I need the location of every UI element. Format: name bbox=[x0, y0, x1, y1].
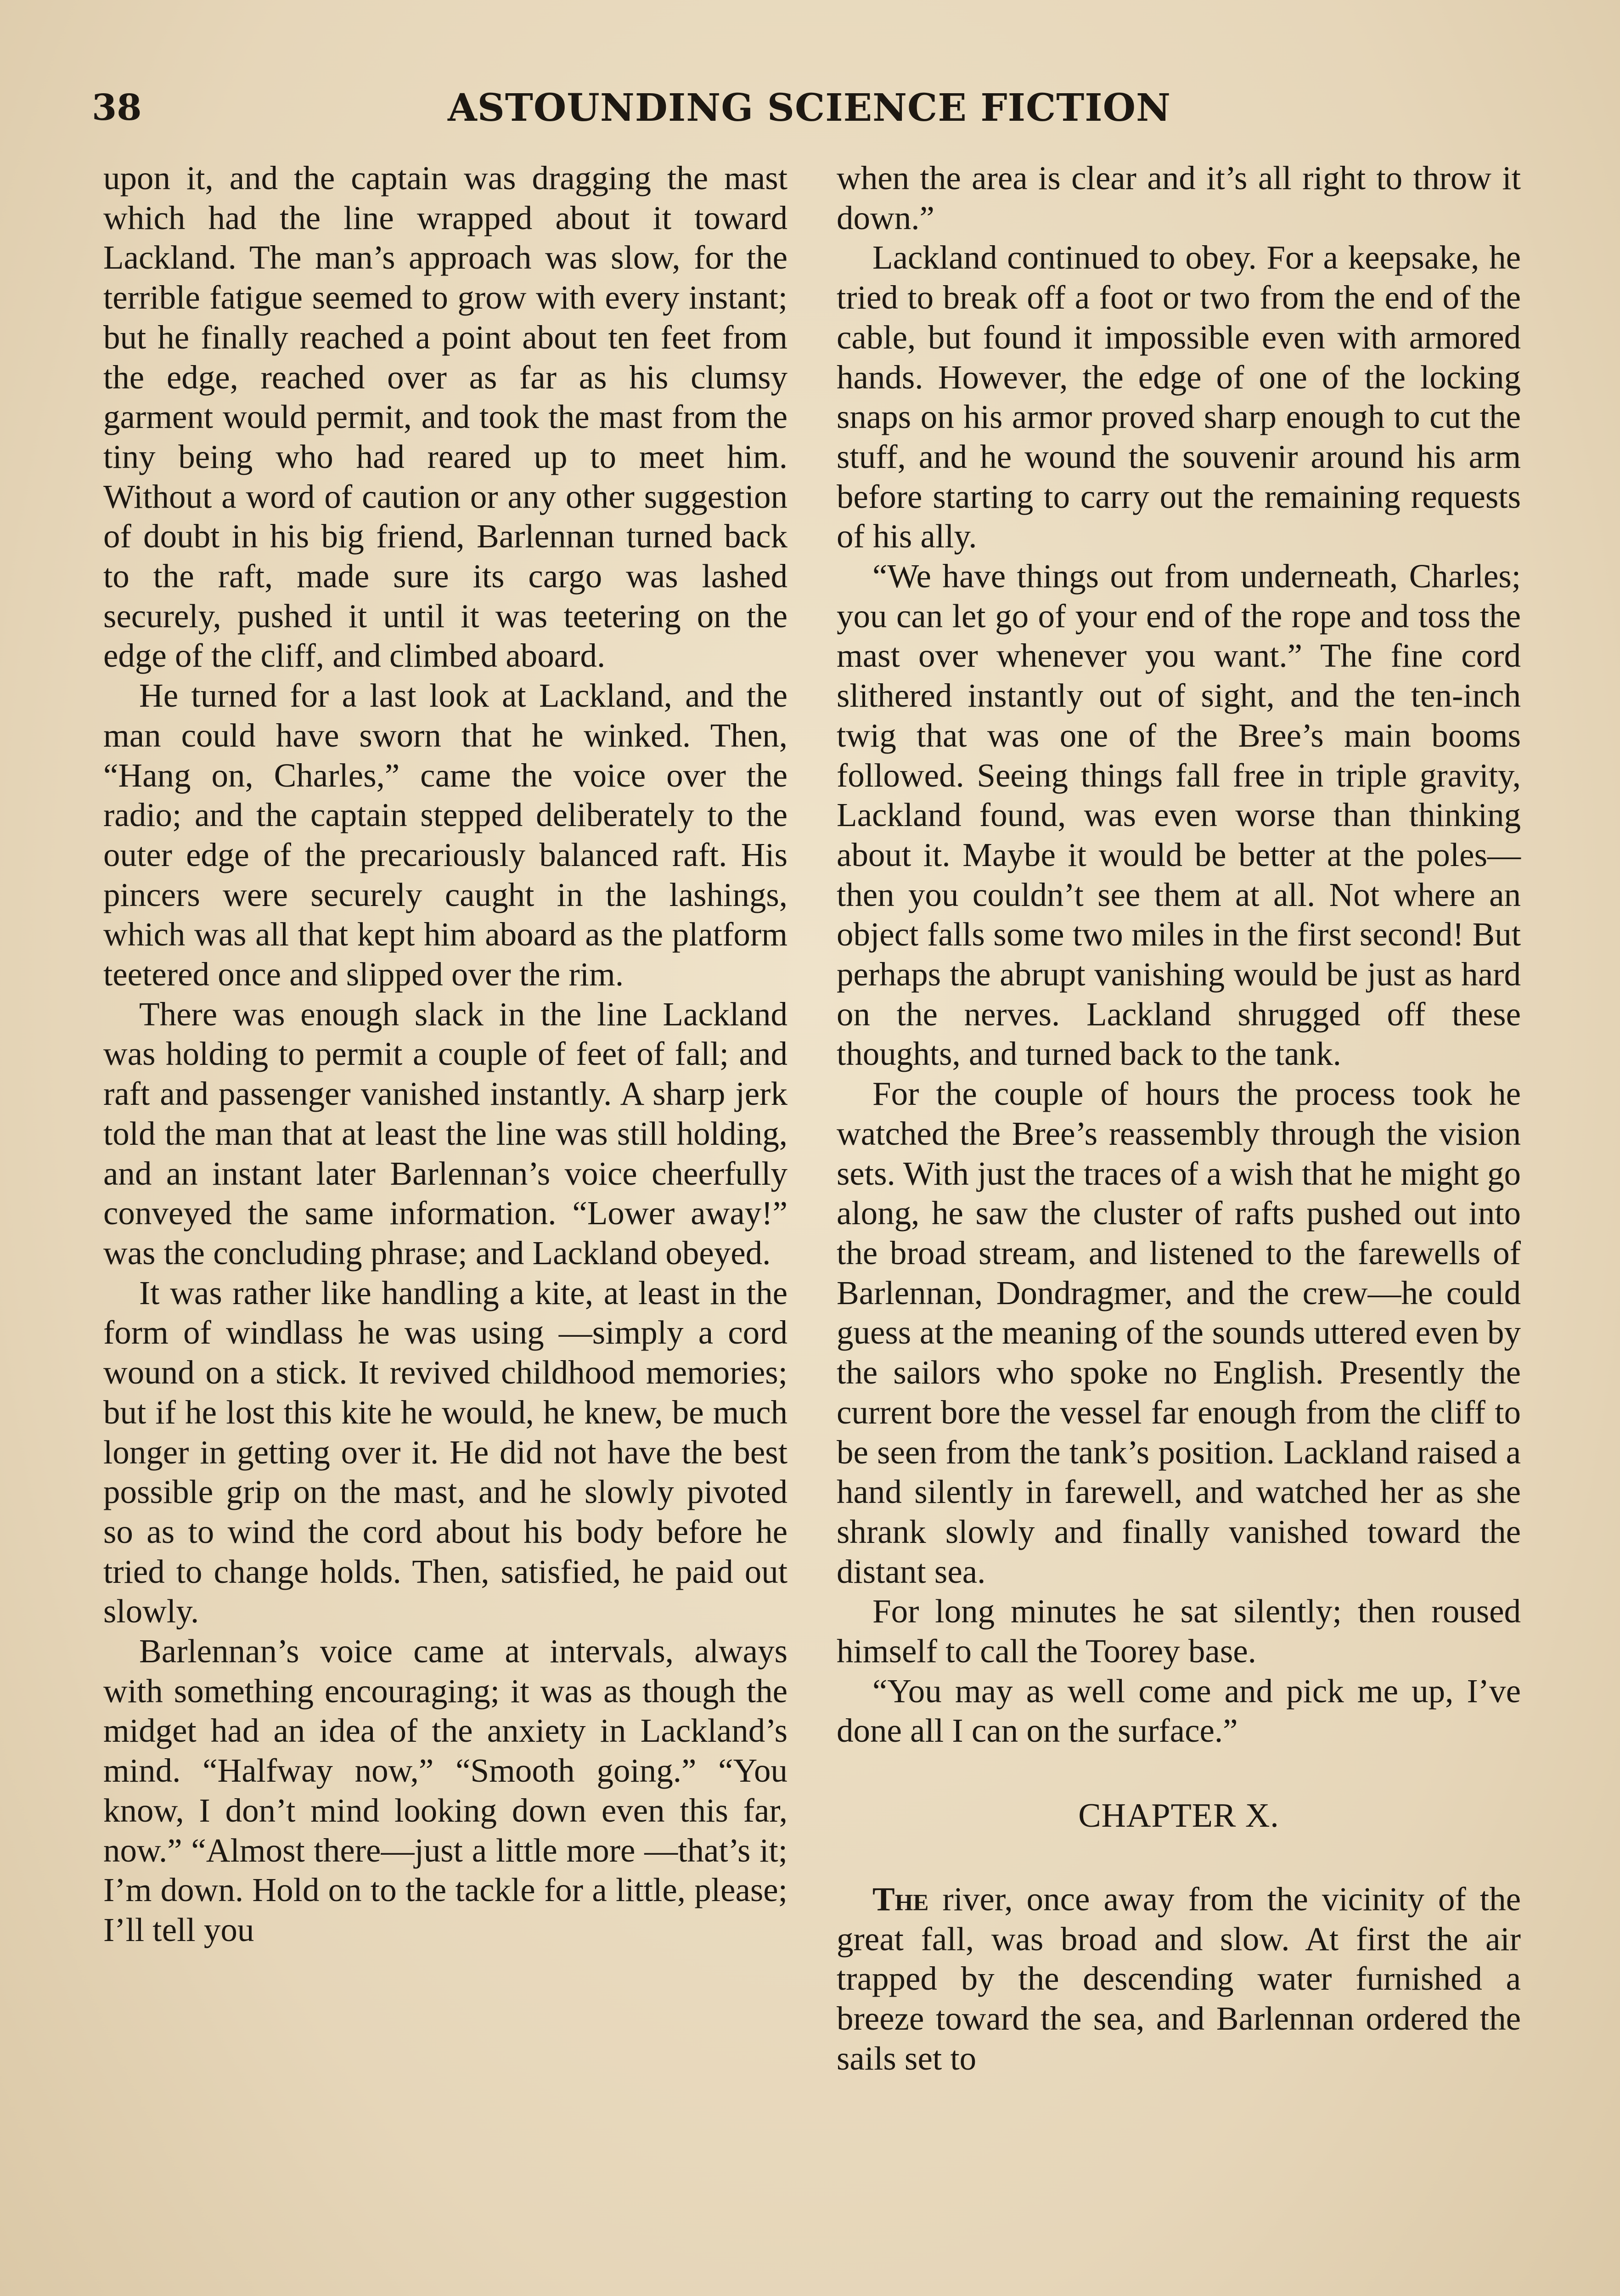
paragraph: He turned for a last look at Lackland, and the man could have sworn that he winked. Then, “Hang on, Charles,” came the voice over the radio; and the captain stepped deliberately to the outer edge of the precariously balanced raft. His pincers were securely caught in the lashings, which was all that kept him aboard as the platform teetered once and slipped over the rim. bbox=[103, 677, 788, 993]
page-number: 38 bbox=[92, 87, 142, 129]
left-column bbox=[103, 158, 788, 1950]
paragraph-text: river, once away from the vicinity of the great fall, was broad and slow. At first the air trapped by the descending water furnished a breeze toward the sea, and Barlennan ordered the sails set to bbox=[837, 1880, 1521, 2077]
paragraph: For the couple of hours the process took he watched the Bree’s reassembly through the vision sets. With just the traces of a wish that he might go along, he saw the cluster of rafts pushed out into the broad stream, and listened to the farewells of Barlennan, Dondragmer, and the crew—he could guess at the meaning of the sounds uttered even by the sailors who spoke no English. Presently the current bore the vessel far enough from the cliff to be seen from the tank’s position. Lackland raised a hand silently in farewell, and watched her as she shrank slowly and finally vanished toward the distant sea. bbox=[837, 1075, 1521, 1590]
paragraph: “We have things out from underneath, Charles; you can let go of your end of the rope and toss the mast over whenever you want.” The fine cord slithered instantly out of sight, and the ten-inch twig that was one of the Bree’s main booms followed. Seeing things fall free in triple gravity, Lackland found, was even worse than thinking about it. Maybe it would be better at the poles—then you couldn’t see them at all. Not where an object falls some two miles in the first second! But perhaps the abrupt vanishing would be just as hard on the nerves. Lackland shrugged off these thoughts, and turned back to the tank. bbox=[837, 557, 1521, 1073]
paragraph: For long minutes he sat silently; then roused himself to call the Toorey base. bbox=[837, 1593, 1521, 1670]
page-header bbox=[92, 83, 1527, 133]
lead-word: The bbox=[872, 1880, 929, 1918]
running-title: ASTOUNDING SCIENCE FICTION bbox=[448, 86, 1171, 130]
paragraph: It was rather like handling a kite, at least in the form of windlass he was using —simply a cord wound on a stick. It revived childhood memories; but if he lost this kite he would, he knew, be much longer in getting over it. He did not have the best possible grip on the mast, and he slowly pivoted so as to wind the cord about his body before he tried to change holds. Then, satisfied, he paid out slowly. bbox=[103, 1274, 788, 1630]
paragraph: when the area is clear and it’s all right to throw it down.” bbox=[837, 159, 1521, 236]
chapter-heading: CHAPTER X. bbox=[1078, 1797, 1279, 1835]
paragraph: upon it, and the captain was dragging the mast which had the line wrapped about it toward Lackland. The man’s approach was slow, for the terrible fatigue seemed to grow with every instant; but he finally reached a point about ten feet from the edge, reached over as far as his clumsy garment would permit, and took the mast from the tiny being who had reared up to meet him. Without a word of caution or any other suggestion of doubt in his big friend, Barlennan turned back to the raft, made sure its cargo was lashed securely, pushed it until it was teetering on the edge of the cliff, and climbed aboard. bbox=[103, 159, 788, 675]
paragraph bbox=[837, 1880, 1521, 2079]
right-column bbox=[837, 158, 1521, 2078]
paragraph: “You may as well come and pick me up, I’ve done all I can on the surface.” bbox=[837, 1672, 1521, 1750]
paragraph: There was enough slack in the line Lackland was holding to permit a couple of feet of fall; and raft and passenger vanished instantly. A sharp jerk told the man that at least the line was still holding, and an instant later Barlennan’s voice cheerfully conveyed the same information. “Lower away!” was the concluding phrase; and Lackland obeyed. bbox=[103, 995, 788, 1272]
paragraph: Lackland continued to obey. For a keepsake, he tried to break off a foot or two from the end of the cable, but found it impossible even with armored hands. However, the edge of one of the locking snaps on his armor proved sharp enough to cut the stuff, and he wound the souvenir around his arm before starting to carry out the remaining requests of his ally. bbox=[837, 239, 1521, 555]
paragraph: Barlennan’s voice came at intervals, always with something encouraging; it was as though the midget had an idea of the anxiety in Lackland’s mind. “Halfway now,” “Smooth going.” “You know, I don’t mind looking down even this far, now.” “Almost there—just a little more —that’s it; I’m down. Hold on to the tackle for a little, please; I’ll tell you bbox=[103, 1632, 788, 1948]
